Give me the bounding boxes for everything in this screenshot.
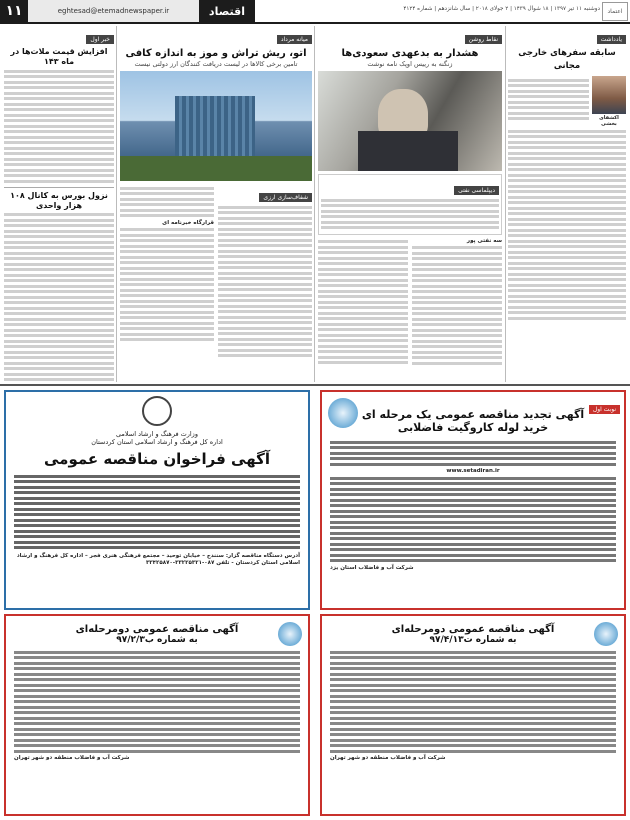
article-title: هشدار به بدعهدی سعودی‌ها xyxy=(341,48,479,59)
section-title: اقتصاد xyxy=(199,0,255,22)
ad-footer: آدرس دستگاه مناقصه گزار: سنندج – خیابان توحید – مجتمع فرهنگی هنری فجر – اداره کل فرهنگ و ارشاد اسلامی استان کردستان - تلفن ۰۸۷-۳۳۲۲۵۳۲۱-۳۳۴۲۵۸۷۰ xyxy=(16,553,300,566)
emblem-icon xyxy=(142,396,172,426)
ad-tag: نوبت اول xyxy=(589,405,620,414)
column-far-right xyxy=(508,26,626,376)
article-subtitle: زنگنه به رییس اوپک نامه نوشت xyxy=(367,60,453,68)
column-tag: خبر اول xyxy=(86,35,114,44)
article-title: افزایش قیمت ملات‌ها در ماه ۱۴۳ xyxy=(10,47,108,66)
ad-title: آگهی فراخوان مناقصه عمومی xyxy=(44,450,270,468)
author-name: اکشفای بخشی xyxy=(599,115,619,127)
article-body xyxy=(508,130,626,320)
newspaper-logo: اعتماد xyxy=(602,2,628,21)
ad-water-tender xyxy=(320,390,626,610)
article-subtitle: تامین برخی کالاها در لیست دریافت کنندگان ارز دولتی نیست xyxy=(134,60,298,68)
article-title: سابقه سفرهای خارجی مجانی xyxy=(518,48,616,71)
ad-cultural-tender xyxy=(4,390,310,610)
ad-org: وزارت فرهنگ و ارشاد اسلامی اداره کل فرهنگ و ارشاد اسلامی استان کردستان xyxy=(91,430,223,446)
column-left xyxy=(4,26,114,382)
article-title-2: نزول بورس به کانال ۱۰۸ هزار واحدی xyxy=(10,190,108,210)
column-tag: نقاط روشن xyxy=(465,35,502,44)
info-box xyxy=(318,174,502,235)
ad-tender-b xyxy=(4,614,310,816)
ad-title: آگهی مناقصه عمومی دومرحله‌ای xyxy=(75,624,239,635)
dateline: دوشنبه ۱۱ تیر ۱۳۹۷ | ۱۸ شوال ۱۴۳۹ | ۲ جولای ۲۰۱۸ | سال شانزدهم | شماره ۴۱۲۴ xyxy=(403,6,600,12)
sub-heading: سه نفتی پور xyxy=(466,237,502,244)
author-photo xyxy=(592,76,626,114)
column-tag: میانه مرداد xyxy=(277,35,312,44)
article-photo xyxy=(120,71,312,181)
ad-title: آگهی مناقصه عمومی دومرحله‌ای xyxy=(391,624,555,635)
ad-website[interactable]: www.setadiran.ir xyxy=(446,468,500,474)
ad-title: آگهی تجدید مناقصه عمومی یک مرحله ای xyxy=(361,408,585,421)
column-center xyxy=(120,26,312,382)
page-header xyxy=(0,0,630,24)
column-mid-right xyxy=(318,26,502,382)
water-logo-icon xyxy=(594,622,618,646)
water-logo-icon xyxy=(328,398,358,428)
page-number: ۱۱ xyxy=(0,0,28,22)
sub-tag: شفاف‌سازی ارزی xyxy=(259,193,312,202)
ad-tender-t xyxy=(320,614,626,816)
ad-number: به شماره ب۹۷/۲/۳ xyxy=(116,635,198,645)
section-bar xyxy=(0,0,255,22)
box-tag: دیپلماسی نفتی xyxy=(454,186,499,195)
ad-org: شرکت آب و فاضلاب منطقه دو شهر تهران xyxy=(14,755,130,761)
ad-org: شرکت آب و فاضلاب استان یزد xyxy=(330,564,414,571)
column-tag: یادداشت xyxy=(597,35,626,44)
sub-heading: قرارگاه خبرنامه ای xyxy=(162,219,214,226)
ad-number: به شماره ت۹۷/۴/۱۳ xyxy=(429,635,517,645)
ad-org: شرکت آب و فاضلاب منطقه دو شهر تهران xyxy=(330,755,446,761)
section-email[interactable]: eghtesad@etemadnewspaper.ir xyxy=(57,7,170,15)
water-logo-icon xyxy=(278,622,302,646)
article-title: اتو، ریش تراش و موز به اندازه کافی xyxy=(125,48,307,59)
article-photo xyxy=(318,71,502,171)
ad-title-2: خرید لوله کاروگیت فاضلابی xyxy=(397,421,549,434)
